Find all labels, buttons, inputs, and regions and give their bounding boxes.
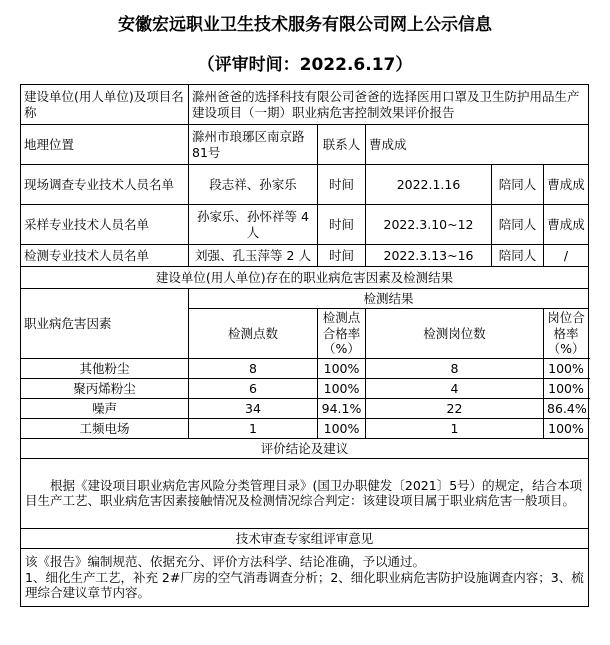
survey-time-label: 时间 [318,165,366,205]
sampling-value: 孙家乐、孙怀祥等 4 人 [189,205,318,245]
hazard-factor: 聚丙烯粉尘 [21,378,189,398]
point-pass-rate: 94.1% [318,398,366,418]
column-header: 检测点数 [189,309,318,359]
review-opinion [21,548,589,606]
testing-time: 2022.3.13~16 [366,245,492,267]
contact-value: 曹成成 [366,125,589,165]
table-row [21,358,589,378]
post-pass-rate: 86.4% [544,398,589,418]
review-line-1: 该《报告》编制规范、依据充分、评价方法科学、结论准确，予以通过。 [25,553,426,569]
sampling-label: 采样专业技术人员名单 [21,205,189,245]
testing-value: 刘强、孔玉萍等 2 人 [189,245,318,267]
test-points: 1 [189,418,318,438]
hazard-factor: 其他粉尘 [21,358,189,378]
hazards-section-title: 建设单位(用人单位)存在的职业病危害因素及检测结果 [21,267,589,289]
hazard-factor: 噪声 [21,398,189,418]
sampling-time-label: 时间 [318,205,366,245]
column-header: 检测点合格率（%） [318,309,366,359]
project-value: 滁州爸爸的选择科技有限公司爸爸的选择医用口罩及卫生防护用品生产建设项目（一期）职业病危害控制效果评价报告 [189,85,589,125]
survey-time: 2022.1.16 [366,165,492,205]
page-title: 安徽宏远职业卫生技术服务有限公司网上公示信息 [118,15,492,35]
survey-value: 段志祥、孙家乐 [189,165,318,205]
project-row [21,85,589,125]
conclusion-text: 根据《建设项目职业病危害风险分类管理目录》(国卫办职健发〔2021〕5号）的规定，结合本项目生产工艺、职业病危害因素接触情况及检测情况综合判定：该建设项目属于职业病危害一般项目。 [21,458,589,528]
review-time: （评审时间：2022.6.17） [197,55,413,75]
column-header: 检测岗位数 [366,309,544,359]
survey-accompany: 曹成成 [544,165,589,205]
post-pass-rate: 100% [544,378,589,398]
table-row [21,398,589,418]
sampling-time: 2022.3.10~12 [366,205,492,245]
point-pass-rate: 100% [318,378,366,398]
post-pass-rate: 100% [544,418,589,438]
test-posts: 4 [366,378,544,398]
post-pass-rate: 100% [544,358,589,378]
location-row [21,125,589,165]
review-section-title: 技术审查专家组评审意见 [21,528,589,548]
testing-accompany: / [544,245,589,267]
sampling-row [21,205,589,245]
survey-label: 现场调查专业技术人员名单 [21,165,189,205]
disclosure-table [20,84,589,607]
test-points: 6 [189,378,318,398]
test-points: 34 [189,398,318,418]
testing-label: 检测专业技术人员名单 [21,245,189,267]
review-line-2: 1、细化生产工艺，补充 2#厂房的空气消毒调查分析；2、细化职业病危害防护设施调查内容；3、梳理综合建议章节内容。 [25,569,584,601]
test-points: 8 [189,358,318,378]
testing-time-label: 时间 [318,245,366,267]
results-header: 检测结果 [189,289,589,309]
column-header: 岗位合格率（%） [544,309,589,359]
sampling-accompany-label: 陪同人 [492,205,544,245]
survey-row [21,165,589,205]
conclusion-section-title: 评价结论及建议 [21,438,589,458]
contact-label: 联系人 [318,125,366,165]
point-pass-rate: 100% [318,358,366,378]
test-posts: 1 [366,418,544,438]
project-label: 建设单位(用人单位)及项目名称 [21,85,189,125]
sampling-accompany: 曹成成 [544,205,589,245]
location-value: 滁州市琅琊区南京路 81号 [189,125,318,165]
testing-row [21,245,589,267]
table-row [21,378,589,398]
point-pass-rate: 100% [318,418,366,438]
testing-accompany-label: 陪同人 [492,245,544,267]
test-posts: 8 [366,358,544,378]
test-posts: 22 [366,398,544,418]
table-row [21,418,589,438]
location-label: 地理位置 [21,125,189,165]
survey-accompany-label: 陪同人 [492,165,544,205]
hazard-factor: 工频电场 [21,418,189,438]
factor-header: 职业病危害因素 [21,289,189,359]
